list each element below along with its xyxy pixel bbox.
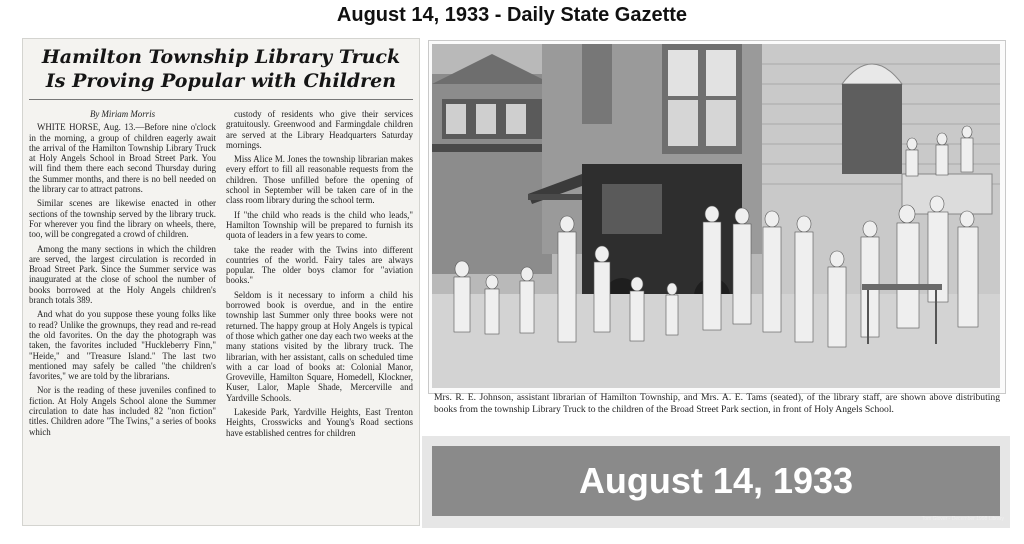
article-headline — [31, 45, 411, 93]
paragraph: WHITE HORSE, Aug. 13.—Before nine o'clock in the morning, a group of children eagerly await the arrival of the Hamilton Township Library Truck at Holy Angels School in Broad Street Park. You will find them there each second Thursday during the Summer months, and there is no bell needed on the library car to attract patrons. — [29, 122, 216, 195]
article-column-1 — [29, 109, 216, 521]
photo-caption: Mrs. R. E. Johnson, assistant librarian of Hamilton Township, and Mrs. A. E. Tams (seated), of the library staff, are shown above distributing books from the township Library Truck to the children of the Broad Street Park section, in front of Holy Angels School. — [434, 392, 1000, 415]
paragraph: Similar scenes are likewise enacted in other sections of the township served by the library truck. For wherever you find the library on wheels, there, too, will be congregated a crowd of children. — [29, 198, 216, 240]
article-columns — [29, 109, 413, 521]
headline-line-2: Is Proving Popular with Children — [45, 70, 397, 92]
newspaper-clipping — [22, 38, 420, 526]
paragraph: take the reader with the Twins into different countries of the world. Fairy tales are always popular. The older boys clamor for "aviation books." — [226, 244, 413, 286]
photo-credit: Tom Glover - December 1998 Library — [921, 516, 1004, 522]
page-title: August 14, 1933 - Daily State Gazette — [336, 4, 688, 26]
photo-illustration — [432, 44, 1000, 388]
paragraph: Seldom is it necessary to inform a child his borrowed book is overdue, and in the entire township last Summer only three books were not returned. The happy group at Holy Angels is typical of those which gather one day each two weeks at the many stations visited by the library truck. The librarian, with her assistant, calls on scheduled time with a car load of books at: Colonial Manor, Groveville, Hamilton Square, Homedell, Klockner, Kuser, Lalor, Maple Shade, Mercerville and Yardville Schools. — [226, 289, 413, 403]
paragraph: And what do you suppose these young folks like to read? Unlike the grownups, they read and re-read the old favorites. On the day the photograph was taken, the favorites included "Huckleberry Finn," "Heide," and "Treasure Island." The last two mentioned may safely be called "the children's favorites," we are told by the librarians. — [29, 309, 216, 382]
paragraph: custody of residents who give their services gratuitously. Greenwood and Farmingdale children are served at the Library Headquarters Saturday mornings. — [226, 109, 413, 150]
library-truck-photo — [432, 44, 1000, 388]
paragraph: Lakeside Park, Yardville Heights, East Trenton Heights, Crosswicks and Young's Road sections have established centres for children — [226, 407, 413, 438]
paragraph: Among the many sections in which the children are served, the largest circulation is recorded in Broad Street Park. Since the Summer service was inaugurated at the close of school the number of books borrowed at the Holy Angels children's branch totals 389. — [29, 243, 216, 306]
headline-line-1: Hamilton Township Library Truck — [41, 46, 401, 68]
paragraph: Miss Alice M. Jones the township librarian makes every effort to fill all reasonable requests from the children. Those unfilled before the opening of school in September will be taken care of in the class room library during the school term. — [226, 154, 413, 206]
headline-rule — [29, 99, 413, 100]
paragraph: If "the child who reads is the child who leads," Hamilton Township will be prepared to furnish its quota of leaders in a few years to come. — [226, 209, 413, 241]
paragraph: Nor is the reading of these juveniles confined to fiction. At Holy Angels School alone the Summer circulation to date has included 82 "non fiction" titles. Children adore "The Twins," a series of books which — [29, 385, 216, 437]
byline: By Miriam Morris — [89, 109, 156, 119]
article-column-2 — [226, 109, 413, 521]
date-banner: August 14, 1933 — [432, 446, 1000, 516]
